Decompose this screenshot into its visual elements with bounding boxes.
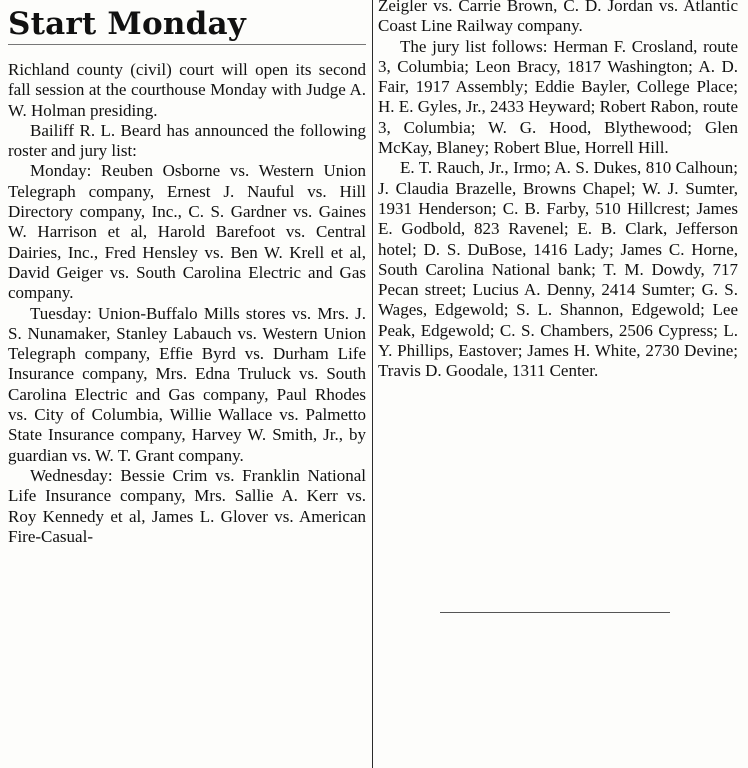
headline-rule xyxy=(8,44,366,45)
paragraph-jury-list-continued: E. T. Rauch, Jr., Irmo; A. S. Dukes, 810 Calhoun; J. Claudia Brazelle, Browns Chapel; W. J. Sumter, 1931 Henderson; C. B. Farby, 510 Hillcrest; James E. Godbold, 823 Ravenel; E. B. Clark, Jefferson hotel; D. S. DuBose, 1416 Lady; James C. Horne, South Carolina National bank; T. M. Dowdy, 717 Pecan street; Lucius A. Denny, 2414 Sumter; G. S. Wages, Edgewold; S. L. Shannon, Edgewold; Lee Peak, Edgewold; C. S. Chambers, 2506 Cypress; L. Y. Phillips, Eastover; James H. White, 2730 Devine; Travis D. Goodale, 1311 Center. xyxy=(378,158,738,381)
paragraph-wednesday: Wednesday: Bessie Crim vs. Franklin National Life Insurance company, Mrs. Sallie A. Kerr vs. Roy Kennedy et al, James L. Glover vs. American Fire-Casual- xyxy=(8,465,366,546)
right-column-text xyxy=(378,0,738,382)
paragraph-tuesday: Tuesday: Union-Buffalo Mills stores vs. Mrs. J. S. Nunamaker, Stanley Labauch vs. Western Union Telegraph company, Effie Byrd vs. Durham Life Insurance company, Mrs. Edna Truluck vs. South Carolina Electric and Gas company, Paul Rhodes vs. City of Columbia, Willie Wallace vs. Palmetto State Insurance company, Harvey W. Smith, Jr., by guardian vs. W. T. Grant company. xyxy=(8,303,366,465)
paragraph-monday: Monday: Reuben Osborne vs. Western Union Telegraph company, Ernest J. Nauful vs. Hill Directory company, Inc., C. S. Gardner vs. Gaines W. Harrison et al, Harold Barefoot vs. Central Dairies, Inc., Fred Hensley vs. Ben W. Krell et al, David Geiger vs. South Carolina Electric and Gas company. xyxy=(8,161,366,303)
column-divider xyxy=(372,0,373,768)
headline: Start Monday xyxy=(8,6,246,42)
paragraph-bailiff: Bailiff R. L. Beard has announced the following roster and jury list: xyxy=(8,120,366,161)
paragraph-intro: Richland county (civil) court will open its second fall session at the courthouse Monday with Judge A. W. Holman presiding. xyxy=(8,60,366,120)
paragraph-jury-list: The jury list follows: Herman F. Crosland, route 3, Columbia; Leon Bracy, 1817 Washington; A. D. Fair, 1917 Assembly; Eddie Bayler, College Place; H. E. Gyles, Jr., 2433 Heyward; Robert Rabon, route 3, Columbia; W. G. Hood, Blythewood; Glen McKay, Blaney; Robert Blue, Horrell Hill. xyxy=(378,36,738,158)
paragraph-continued: Zeigler vs. Carrie Brown, C. D. Jordan vs. Atlantic Coast Line Railway company. xyxy=(378,0,738,36)
left-column-text xyxy=(8,60,366,547)
article-end-rule xyxy=(440,612,670,613)
